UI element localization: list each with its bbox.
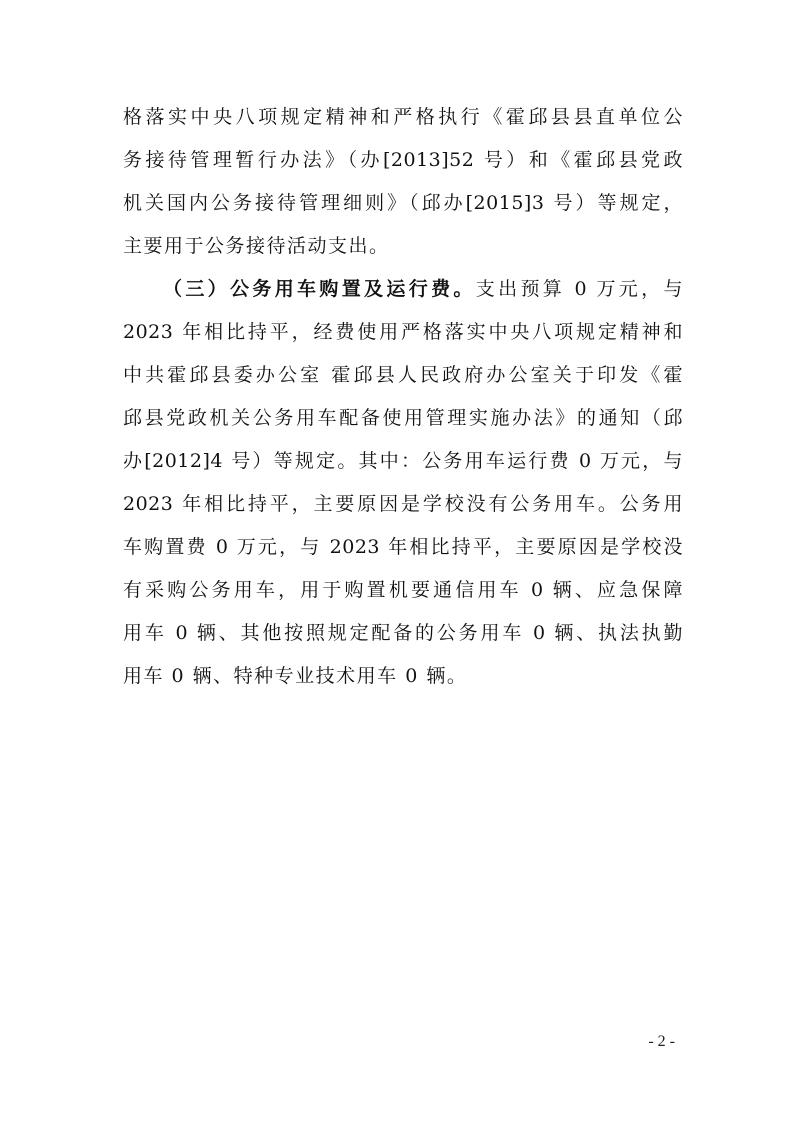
section-heading: （三）公务用车购置及运行费。 (163, 278, 476, 300)
paragraph-2-line-8: 有采购公务用车，用于购置机要通信用车 0 辆、应急保障 (123, 579, 683, 601)
page-number: - 2 - (648, 1033, 675, 1050)
paragraph-2-line-5: 办[2012]4 号）等规定。其中：公务用车运行费 0 万元，与 (123, 450, 683, 472)
paragraph-1-line-4: 主要用于公务接待活动支出。 (123, 235, 390, 257)
paragraph-2-line-2: 2023 年相比持平，经费使用严格落实中央八项规定精神和 (123, 321, 683, 343)
paragraph-2-line-10: 用车 0 辆、特种专业技术用车 0 辆。 (123, 665, 468, 687)
paragraph-2-line-6: 2023 年相比持平，主要原因是学校没有公务用车。公务用 (123, 493, 683, 515)
paragraph-2-first-line-text: 支出预算 0 万元，与 (475, 278, 683, 300)
paragraph-2-first-line (163, 268, 683, 310)
paragraph-1-line-2: 务接待管理暂行办法》（办[2013]52 号）和《霍邱县党政 (123, 149, 683, 171)
paragraph-2-line-9: 用车 0 辆、其他按照规定配备的公务用车 0 辆、执法执勤 (123, 622, 683, 644)
paragraph-1-line-3: 机关国内公务接待管理细则》（邱办[2015]3 号）等规定， (123, 192, 683, 214)
paragraph-1-line-1: 格落实中央八项规定精神和严格执行《霍邱县县直单位公 (123, 106, 683, 128)
paragraph-2-line-4: 邱县党政机关公务用车配备使用管理实施办法》的通知（邱 (123, 407, 683, 429)
paragraph-2-line-3: 中共霍邱县委办公室 霍邱县人民政府办公室关于印发《霍 (123, 364, 683, 386)
paragraph-2-line-7: 车购置费 0 万元，与 2023 年相比持平，主要原因是学校没 (123, 536, 683, 558)
